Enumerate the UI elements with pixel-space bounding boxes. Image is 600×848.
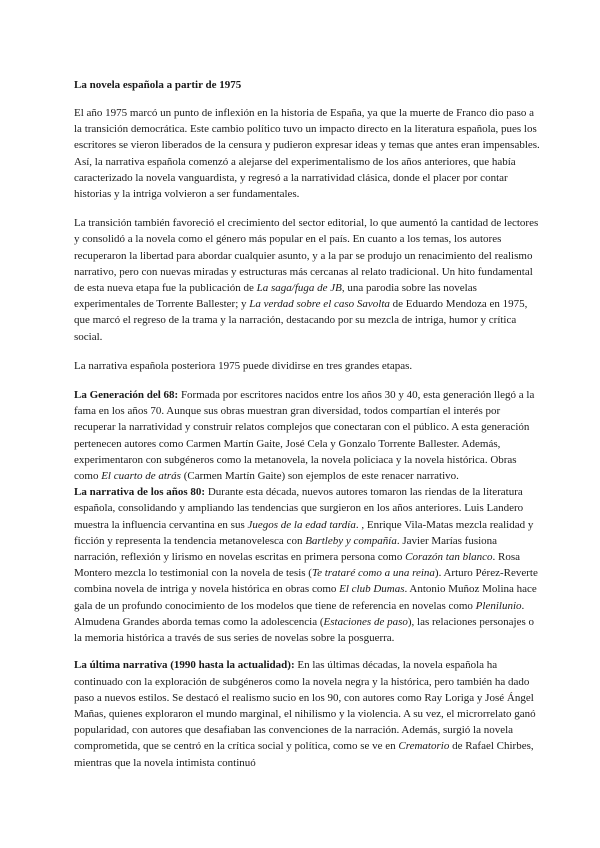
- book-title: Bartleby y compañía: [305, 534, 397, 547]
- paragraph-stages: La narrativa española posteriora 1975 puede dividirse en tres grandes etapas.: [74, 359, 413, 372]
- text-run: (Carmen Martín Gaite) son ejemplos de este renacer narrativo.: [180, 470, 459, 483]
- section-anos-80: [74, 484, 542, 646]
- text-run: ), las relaciones personajes o la memoria histórica a través de sus series de novelas sobre la posguerra.: [74, 615, 535, 645]
- text-run: , una parodia sobre las novelas experimentales de Torrente Ballester; y: [74, 282, 477, 311]
- text-run: En las últimas décadas, la novela española ha continuado con la exploración de subgéneros como la novela negra y la histórica, pero también ha dado paso a nuevos estilos. Se destacó el realismo sucio en los 90, con autores como Ray Loriga y José Ángel Mañas, quienes exploraron el mundo marginal, el nihilismo y la violencia. A su vez, el microrrelato ganó popularidad, con autores que desafiaban las convenciones de la narración. Además, surgió la novela comprometida, que se centró en la crítica social y política, como se ve en: [74, 659, 536, 753]
- paragraph-intro: El año 1975 marcó un punto de inflexión en la historia de España, ya que la muerte de Franco dio paso a la transición democrática. Este cambio político tuvo un impacto directo en la literatura española, pues los escritores se vieron liberados de la censura y pudieron expresar ideas y temas que antes eran impensables. Así, la narrativa española comenzó a alejarse del experimentalismo de los años anteriores, que había caracterizado la novela vanguardista, y regresó a la narratividad clásica, donde el placer por contar historias y la intriga volvieron a ser fundamentales.: [74, 107, 540, 201]
- text-run: Formada por escritores nacidos entre los años 30 y 40, esta generación llegó a la fama en los años 70. Aunque sus obras muestran gran diversidad, todos compartían el interés por recuperar la narratividad y construir relatos complejos que conectaran con el público. A esta generación pertenecen autores como Carmen Martín Gaite, José Cela y Gonzalo Torrente Ballester. Además, experimentaron con subgéneros como la metanovela, la novela policiaca y la novela histórica. Obras como: [74, 389, 535, 483]
- text-run: de Eduardo Mendoza en 1975, que marcó el regreso de la trama y la narración, destacando por su mezcla de intriga, humor y crítica social.: [74, 298, 528, 343]
- book-title: La saga/fuga de JB: [256, 282, 342, 295]
- book-title: Te trataré como a una reina: [311, 567, 435, 580]
- section-heading: La última narrativa (1990 hasta la actualidad):: [74, 659, 295, 672]
- section-heading: La Generación del 68:: [74, 389, 179, 402]
- text-run: . Almudena Grandes aborda temas como la adolescencia (: [74, 599, 525, 628]
- book-title: Juegos de la edad tardía: [247, 518, 356, 531]
- text-run: de Rafael Chirbes, mientras que la novela intimista continuó: [74, 740, 534, 769]
- book-title: Plenilunio: [475, 599, 522, 612]
- book-title: Crematorio: [398, 740, 450, 753]
- text-run: ). Arturo Pérez-Reverte combina novela de intriga y novela histórica en obras como: [74, 567, 538, 596]
- text-run: . Javier Marías fusiona narración, reflexión y lirismo en novelas escritas en primera persona como: [74, 534, 498, 564]
- section-ultima-narrativa: [74, 657, 542, 770]
- paragraph-transition: [74, 215, 542, 345]
- text-run: Durante esta década, nuevos autores tomaron las riendas de la literatura española, consolidando y ampliando las tendencias que surgieron en los años anteriores. Luis Landero muestra la influencia cervantina en sus: [74, 486, 524, 531]
- text-run: . Rosa Montero mezcla lo testimonial con la novela de tesis (: [74, 551, 521, 580]
- book-title: Estaciones de paso: [323, 615, 408, 628]
- text-run: . , Enrique Vila-Matas mezcla realidad y ficción y representa la tendencia metanovelesca con: [74, 518, 534, 547]
- document-title: La novela española a partir de 1975: [74, 79, 242, 91]
- section-generacion-68: [74, 387, 542, 484]
- book-title: La verdad sobre el caso Savolta: [249, 298, 390, 311]
- book-title: El cuarto de atrás: [101, 470, 181, 483]
- text-run: La transición también favoreció el crecimiento del sector editorial, lo que aumentó la cantidad de lectores y consolidó a la novela como el género más popular en el país. En cuanto a los temas, los autores recuperaron la libertad para abordar cualquier asunto, y a la par se produjo un renacimiento del realismo narrativo, pero con nuevas miradas y estructuras más cercanas al relato tradicional. Un hito fundamental de esta nueva etapa fue la publicación de: [74, 217, 539, 295]
- text-run: . Antonio Muñoz Molina hace gala de un profundo conocimiento de los modelos que tiene de referencia en novelas como: [74, 583, 537, 612]
- book-title: Corazón tan blanco: [405, 551, 493, 564]
- section-heading: La narrativa de los años 80:: [74, 486, 206, 499]
- book-title: El club Dumas: [339, 583, 405, 596]
